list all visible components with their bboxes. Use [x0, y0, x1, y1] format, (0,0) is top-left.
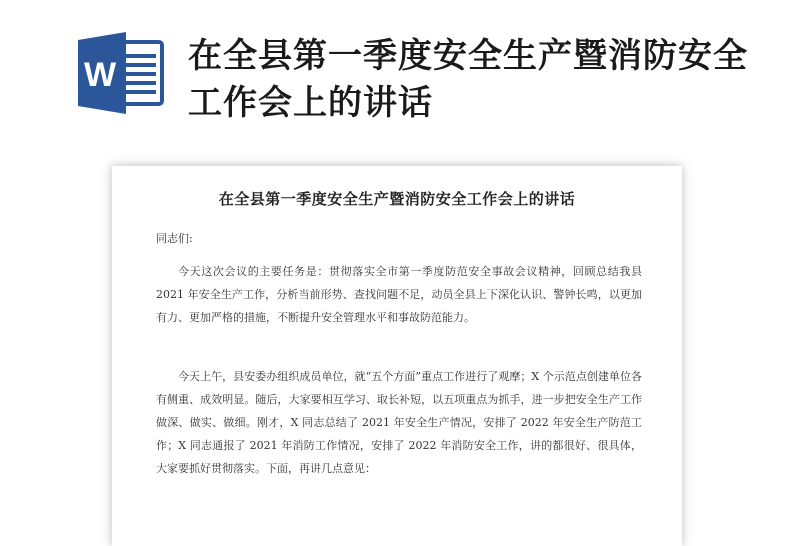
word-letter: W: [83, 56, 117, 94]
word-document-icon: [76, 32, 164, 114]
greeting: 同志们:: [156, 232, 193, 245]
document-title: 在全县第一季度安全生产暨消防安全工作会上的讲话: [218, 190, 576, 208]
header: [0, 0, 800, 150]
paragraph-2: 今天上午，县安委办组织成员单位，就“五个方面”重点工作进行了观摩；X 个示范点创建单位各有侧重、成效明显。随后，大家要相互学习、取长补短，以五项重点为抓手，进一步把安全生产工作做深、做实、做细。刚才，X 同志总结了 2021 年安全生产情况，安排了 2022 年安全生产防范工作；X 同志通报了 2021 年消防工作情况，安排了 2022 年消防安全工作，讲的都很好、很具体，大家要抓好贯彻落实。下面，再讲几点意见：: [156, 370, 642, 475]
paragraph-1: 今天这次会议的主要任务是：贯彻落实全市第一季度防范安全事故会议精神，回顾总结我县 2021 年安全生产工作，分析当前形势、查找问题不足，动员全县上下深化认识、警钟长鸣，以更加有力、更加严格的措施，不断提升安全管理水平和事故防范能力。: [156, 265, 642, 324]
document-page: [112, 166, 682, 546]
page-title: 在全县第一季度安全生产暨消防安全工作会上的讲话: [188, 36, 748, 123]
